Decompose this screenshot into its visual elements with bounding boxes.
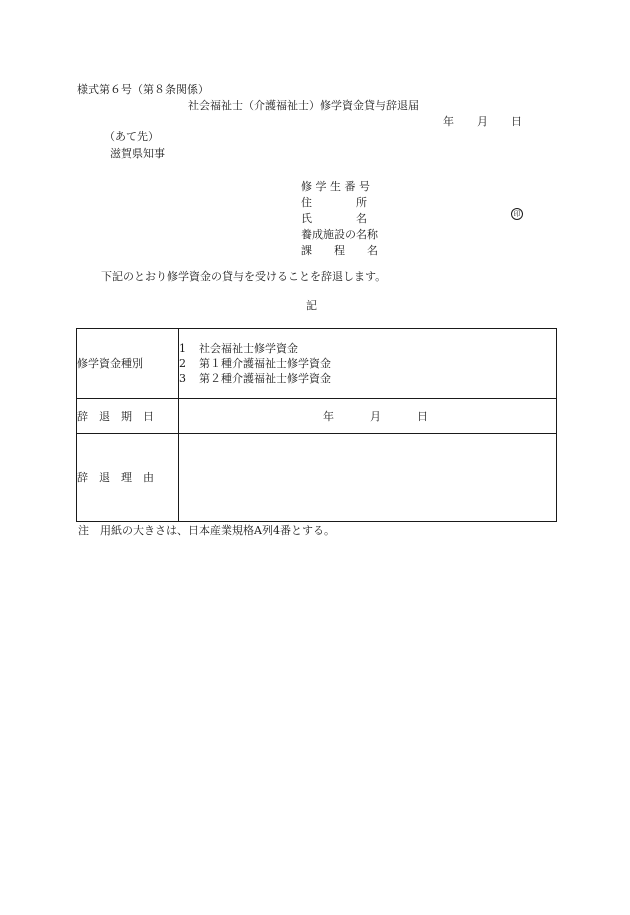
addressee-prefix: （あて先） [104, 130, 159, 143]
type-item-1 [179, 341, 556, 356]
reason-field[interactable] [179, 434, 557, 522]
table-row [77, 329, 557, 399]
type-label-text: 第２種介護福祉士修学資金 [199, 372, 331, 385]
withdrawal-table [76, 328, 557, 522]
type-label: 修学資金種別 [77, 329, 179, 399]
type-label-text: 社会福祉士修学資金 [199, 342, 298, 355]
form-number: 様式第６号（第８条関係） [77, 83, 209, 96]
addressee-name: 滋賀県知事 [110, 147, 165, 160]
date-month: 月 [477, 115, 488, 128]
period-day: 日 [417, 409, 428, 423]
type-item-2 [179, 356, 556, 371]
period-label: 辞 退 期 日 [77, 399, 179, 434]
type-cell [179, 329, 557, 399]
document-title: 社会福祉士（介護福祉士）修学資金貸与辞退届 [188, 99, 419, 112]
type-list [179, 341, 556, 386]
ki-heading: 記 [306, 299, 317, 312]
paper-size-note: 注 用紙の大きさは、日本産業規格A列4番とする。 [78, 524, 335, 537]
type-number: 2 [179, 357, 186, 370]
period-date [179, 399, 557, 434]
type-number: 1 [179, 342, 186, 355]
type-item-3 [179, 371, 556, 386]
period-month: 月 [370, 409, 381, 423]
address-label: 住 所 [301, 195, 367, 209]
table-row [77, 434, 557, 522]
seal-mark: 印 [511, 208, 523, 220]
date-day: 日 [511, 115, 522, 128]
period-year: 年 [323, 409, 334, 423]
table-row [77, 399, 557, 434]
course-label: 課 程 名 [301, 243, 378, 257]
student-number-label: 修 学 生 番 号 [301, 179, 370, 193]
statement-text: 下記のとおり修学資金の貸与を受けることを辞退します。 [101, 270, 387, 283]
submission-date [443, 116, 522, 127]
type-number: 3 [179, 372, 186, 385]
name-label: 氏 名 [301, 211, 367, 225]
type-label-text: 第１種介護福祉士修学資金 [199, 357, 331, 370]
reason-label: 辞 退 理 由 [77, 434, 179, 522]
facility-label: 養成施設の名称 [301, 227, 378, 241]
date-year: 年 [443, 115, 454, 128]
applicant-info [301, 178, 389, 258]
